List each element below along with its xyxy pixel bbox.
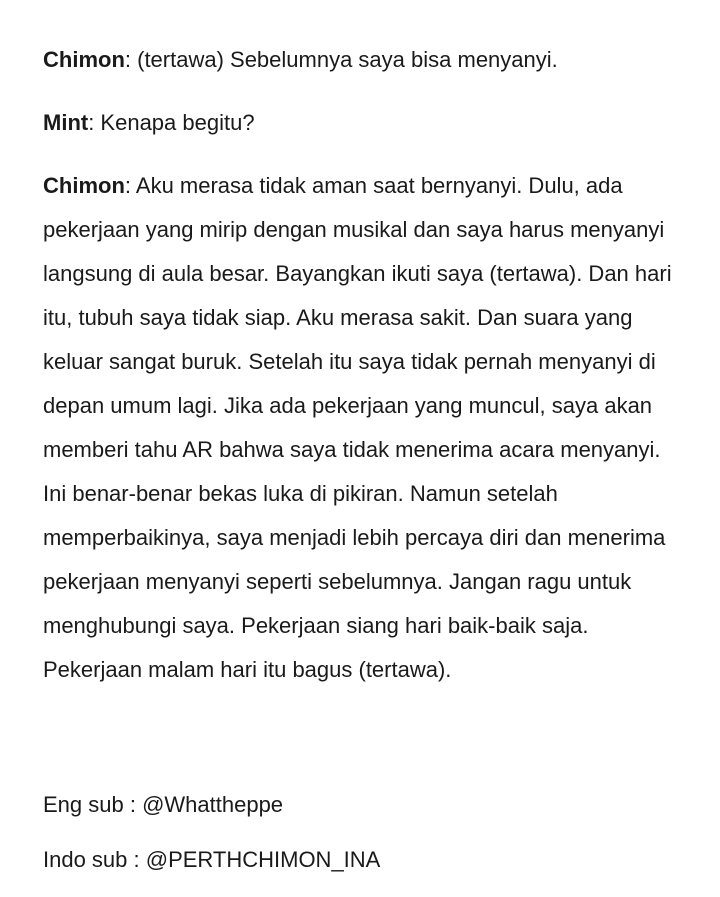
dialogue-line-1 <box>43 38 688 82</box>
dialogue-text: : Kenapa begitu? <box>88 110 255 135</box>
eng-sub-credit: Eng sub : @Whattheppe <box>43 792 284 817</box>
speaker-name: Chimon <box>43 47 125 72</box>
transcript <box>43 38 688 711</box>
speaker-name: Mint <box>43 110 89 135</box>
speaker-name: Chimon <box>43 173 125 198</box>
dialogue-text: : (tertawa) Sebelumnya saya bisa menyanyi. <box>124 47 558 72</box>
dialogue-text: : Aku merasa tidak aman saat bernyanyi. Dulu, ada pekerjaan yang mirip dengan musikal dan saya harus menyanyi langsung di aula besar. Bayangkan ikuti saya (tertawa). Dan hari itu, tubuh saya tidak siap. Aku merasa sakit. Dan suara yang keluar sangat buruk. Setelah itu saya tidak pernah menyanyi di depan umum lagi. Jika ada pekerjaan yang muncul, saya akan memberi tahu AR bahwa saya tidak menerima acara menyanyi. Ini benar-benar bekas luka di pikiran. Namun setelah memperbaikinya, saya menjadi lebih percaya diri dan menerima pekerjaan menyanyi seperti sebelumnya. Jangan ragu untuk menghubungi saya. Pekerjaan siang hari baik-baik saja. Pekerjaan malam hari itu bagus (tertawa). <box>43 173 672 682</box>
dialogue-line-2 <box>43 101 688 145</box>
subtitle-credits <box>43 783 688 893</box>
indo-sub-credit: Indo sub : @PERTHCHIMON_INA <box>43 847 381 872</box>
dialogue-line-3 <box>43 164 688 692</box>
